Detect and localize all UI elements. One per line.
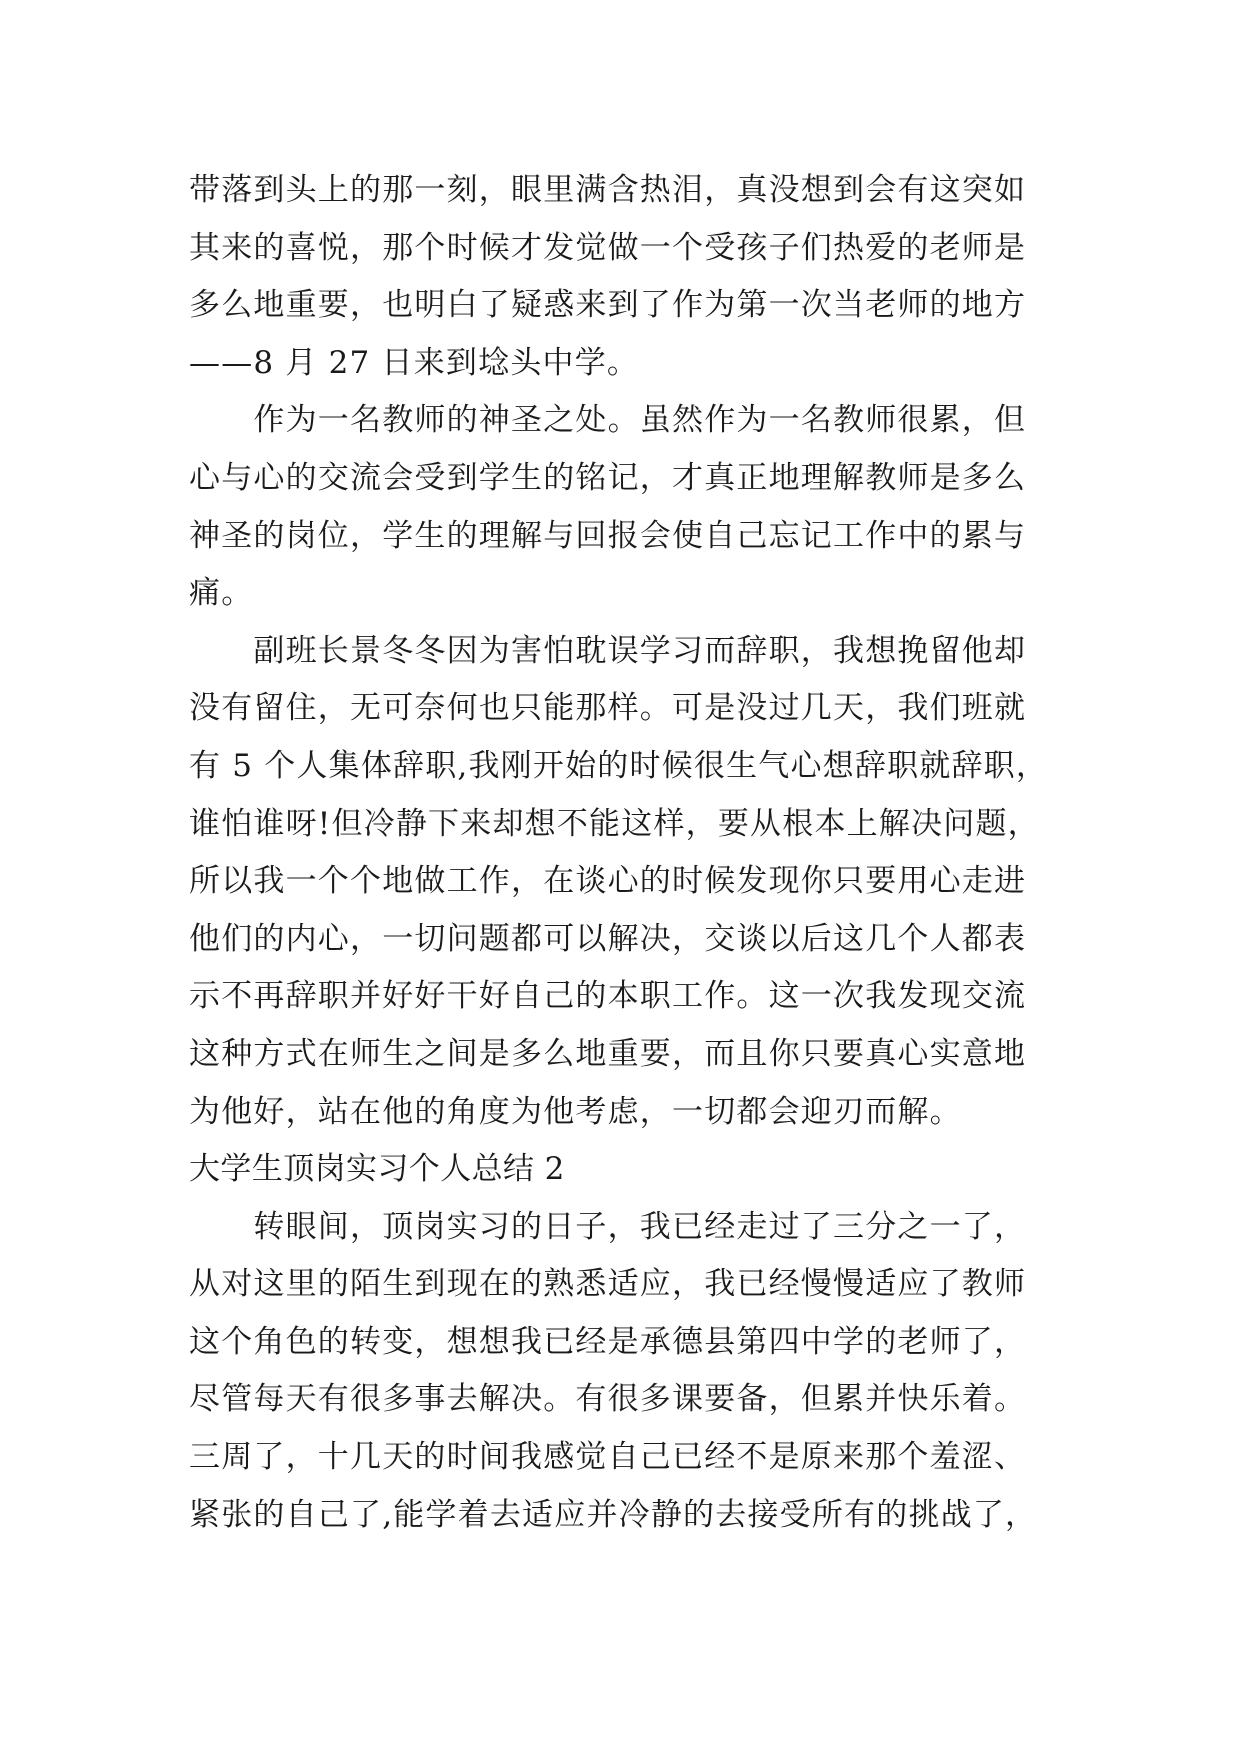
text-line: 他们的内心，一切问题都可以解决，交谈以后这几个人都表 (189, 920, 1027, 957)
text-line: 谁怕谁呀!但冷静下来却想不能这样，要从根本上解决问题， (189, 805, 1040, 842)
text-line: 神圣的岗位，学生的理解与回报会使自己忘记工作中的累与 (189, 517, 1027, 554)
text-line: 从对这里的陌生到现在的熟悉适应，我已经慢慢适应了教师 (189, 1266, 1027, 1303)
text-line: 三周了，十几天的时间我感觉自己已经不是原来那个羞涩、 (189, 1439, 1027, 1476)
text-line: 带落到头上的那一刻，眼里满含热泪，真没想到会有这突如 (189, 172, 1027, 208)
text-line: 副班长景冬冬因为害怕耽误学习而辞职，我想挽留他却 (189, 632, 1027, 669)
text-line: 为他好，站在他的角度为他考虑，一切都会迎刃而解。 (189, 1093, 962, 1130)
text-line: 痛。 (189, 575, 254, 612)
text-line: 多么地重要，也明白了疑惑来到了作为第一次当老师的地方 (189, 287, 1027, 324)
text-line: 所以我一个个地做工作，在谈心的时候发现你只要用心走进 (189, 863, 1027, 900)
text-line: 其来的喜悦，那个时候才发觉做一个受孩子们热爱的老师是 (189, 229, 1027, 266)
text-line: 这种方式在师生之间是多么地重要，而且你只要真心实意地 (189, 1035, 1027, 1072)
text-line: 转眼间，顶岗实习的日子，我已经走过了三分之一了， (189, 1208, 1027, 1245)
section-heading: 大学生顶岗实习个人总结 2 (189, 1151, 565, 1188)
text-line: 这个角色的转变，想想我已经是承德县第四中学的老师了， (189, 1323, 1027, 1360)
text-line: 作为一名教师的神圣之处。虽然作为一名教师很累，但 (189, 402, 1027, 439)
text-line: 有 5 个人集体辞职,我刚开始的时候很生气心想辞职就辞职， (189, 747, 1049, 784)
text-line: 紧张的自己了,能学着去适应并冷静的去接受所有的挑战了， (189, 1496, 1038, 1533)
text-line: 没有留住，无可奈何也只能那样。可是没过几天，我们班就 (189, 690, 1027, 727)
text-line: 示不再辞职并好好干好自己的本职工作。这一次我发现交流 (189, 978, 1027, 1015)
text-line: ——8 月 27 日来到埝头中学。 (189, 344, 640, 381)
text-line: 尽管每天有很多事去解决。有很多课要备，但累并快乐着。 (189, 1381, 1027, 1418)
text-line: 心与心的交流会受到学生的铭记，才真正地理解教师是多么 (189, 459, 1027, 496)
document-body (189, 162, 1059, 1544)
